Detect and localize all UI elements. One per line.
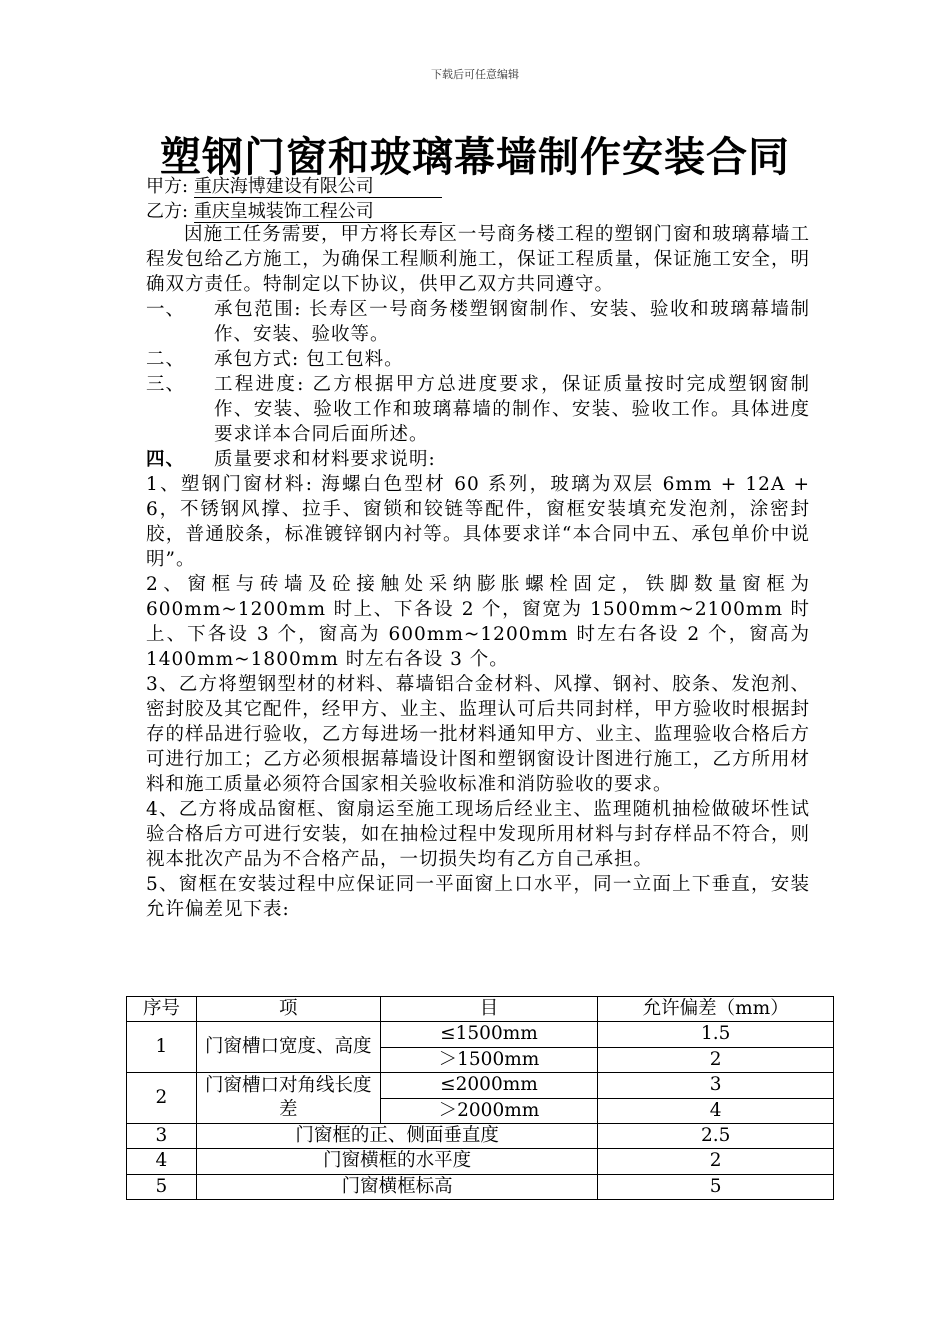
party-b xyxy=(146,200,442,224)
section-3-number: 三、 xyxy=(146,374,186,395)
clause-2: 2、窗框与砖墙及砼接触处采纳膨胀螺栓固定，铁脚数量窗框为 600mm~1200mm 时上、下各设 2 个，窗宽为 1500mm~2100mm 时上、下各设 3 个，窗高为 600mm~1200mm 时左右各设 2 个，窗高为 1400mm~1800mm 时左右各设 3 个。 xyxy=(146,574,810,670)
clause-5: 5、窗框在安装过程中应保证同一平面窗上口水平，同一立面上下垂直，安装允许偏差见下表: xyxy=(146,874,810,920)
section-4-text: 质量要求和材料要求说明: xyxy=(214,449,436,470)
contract-body xyxy=(146,222,810,922)
tolerance-cell: 5 xyxy=(598,1174,834,1199)
party-a xyxy=(146,175,442,199)
tolerance-cell: 2 xyxy=(598,1149,834,1174)
header-cell: 序号 xyxy=(127,997,197,1022)
item-cell: 门窗槽口对角线长度差 xyxy=(196,1073,380,1124)
table-row xyxy=(127,1022,834,1047)
condition-cell: ≤2000mm xyxy=(380,1073,598,1098)
party-b-label: 乙方: xyxy=(146,201,189,222)
section-1-number: 一、 xyxy=(146,299,186,320)
tolerance-cell: 3 xyxy=(598,1073,834,1098)
row-number: 2 xyxy=(127,1073,197,1124)
clause-1: 1、塑钢门窗材料: 海螺白色型材 60 系列，玻璃为双层 6mm + 12A + 6，不锈钢风撑、拉手、窗锁和铰链等配件，窗框安装填充发泡剂，涂密封胶，普通胶条，标准镀锌钢内衬等。具体要求详“本合同中五、承包单价中说明”。 xyxy=(146,474,810,570)
section-1-text: 承包范围: 长寿区一号商务楼塑钢窗制作、安装、验收和玻璃幕墙制作、安装、验收等。 xyxy=(214,299,810,345)
clause-4: 4、乙方将成品窗框、窗扇运至施工现场后经业主、监理随机抽检做破坏性试验合格后方可进行安装，如在抽检过程中发现所用材料与封存样品不符合，则视本批次产品为不合格产品，一切损失均有乙方自己承担。 xyxy=(146,799,810,870)
clause-3: 3、乙方将塑钢型材的材料、幕墙铝合金材料、风撑、钢衬、胶条、发泡剂、密封胶及其它配件，经甲方、业主、监理认可后共同封样，甲方验收时根据封存的样品进行验收，乙方每进场一批材料通知甲方、业主、监理验收合格后方可进行加工；乙方必须根据幕墙设计图和塑钢窗设计图进行施工，乙方所用材料和施工质量必须符合国家相关验收标准和消防验收的要求。 xyxy=(146,674,810,795)
intro-paragraph: 因施工任务需要，甲方将长寿区一号商务楼工程的塑钢门窗和玻璃幕墙工程发包给乙方施工，为确保工程顺利施工，保证工程质量，保证施工安全，明确双方责任。特制定以下协议，供甲乙双方共同遵守。 xyxy=(146,224,810,295)
section-3-text: 工程进度: 乙方根据甲方总进度要求，保证质量按时完成塑钢窗制作、安装、验收工作和玻璃幕墙的制作、安装、验收工作。具体进度要求详本合同后面所述。 xyxy=(214,374,810,445)
section-4-number: 四、 xyxy=(146,449,186,470)
row-number: 5 xyxy=(127,1174,197,1199)
tolerance-cell: 4 xyxy=(598,1098,834,1123)
header-cell: 项 xyxy=(196,997,380,1022)
section-1 xyxy=(146,297,810,347)
section-4 xyxy=(146,447,810,472)
section-2-number: 二、 xyxy=(146,349,186,370)
item-cell: 门窗横框的水平度 xyxy=(196,1149,597,1174)
item-cell: 门窗槽口宽度、高度 xyxy=(196,1022,380,1073)
condition-cell: ≤1500mm xyxy=(380,1022,598,1047)
tolerance-cell: 1.5 xyxy=(598,1022,834,1047)
row-number: 4 xyxy=(127,1149,197,1174)
item-cell: 门窗横框标高 xyxy=(196,1174,597,1199)
table-row xyxy=(127,1149,834,1174)
row-number: 3 xyxy=(127,1124,197,1149)
tolerance-table xyxy=(126,996,834,1200)
condition-cell: ＞1500mm xyxy=(380,1047,598,1072)
table-header-row xyxy=(127,997,834,1022)
section-2 xyxy=(146,347,810,372)
row-number: 1 xyxy=(127,1022,197,1073)
header-cell: 允许偏差（mm） xyxy=(598,997,834,1022)
header-cell: 目 xyxy=(380,997,598,1022)
party-b-value: 重庆皇城装饰工程公司 xyxy=(194,202,442,223)
contract-title: 塑钢门窗和玻璃幕墙制作安装合同 xyxy=(160,133,790,181)
section-2-text: 承包方式: 包工包料。 xyxy=(214,349,404,370)
condition-cell: ＞2000mm xyxy=(380,1098,598,1123)
table-row xyxy=(127,1073,834,1098)
table-row xyxy=(127,1174,834,1199)
header-note: 下载后可任意编辑 xyxy=(431,68,519,81)
table-row xyxy=(127,1124,834,1149)
tolerance-cell: 2 xyxy=(598,1047,834,1072)
tolerance-cell: 2.5 xyxy=(598,1124,834,1149)
section-3 xyxy=(146,372,810,447)
party-a-label: 甲方: xyxy=(146,176,189,197)
party-a-value: 重庆海博建设有限公司 xyxy=(194,177,442,198)
item-cell: 门窗框的正、侧面垂直度 xyxy=(196,1124,597,1149)
